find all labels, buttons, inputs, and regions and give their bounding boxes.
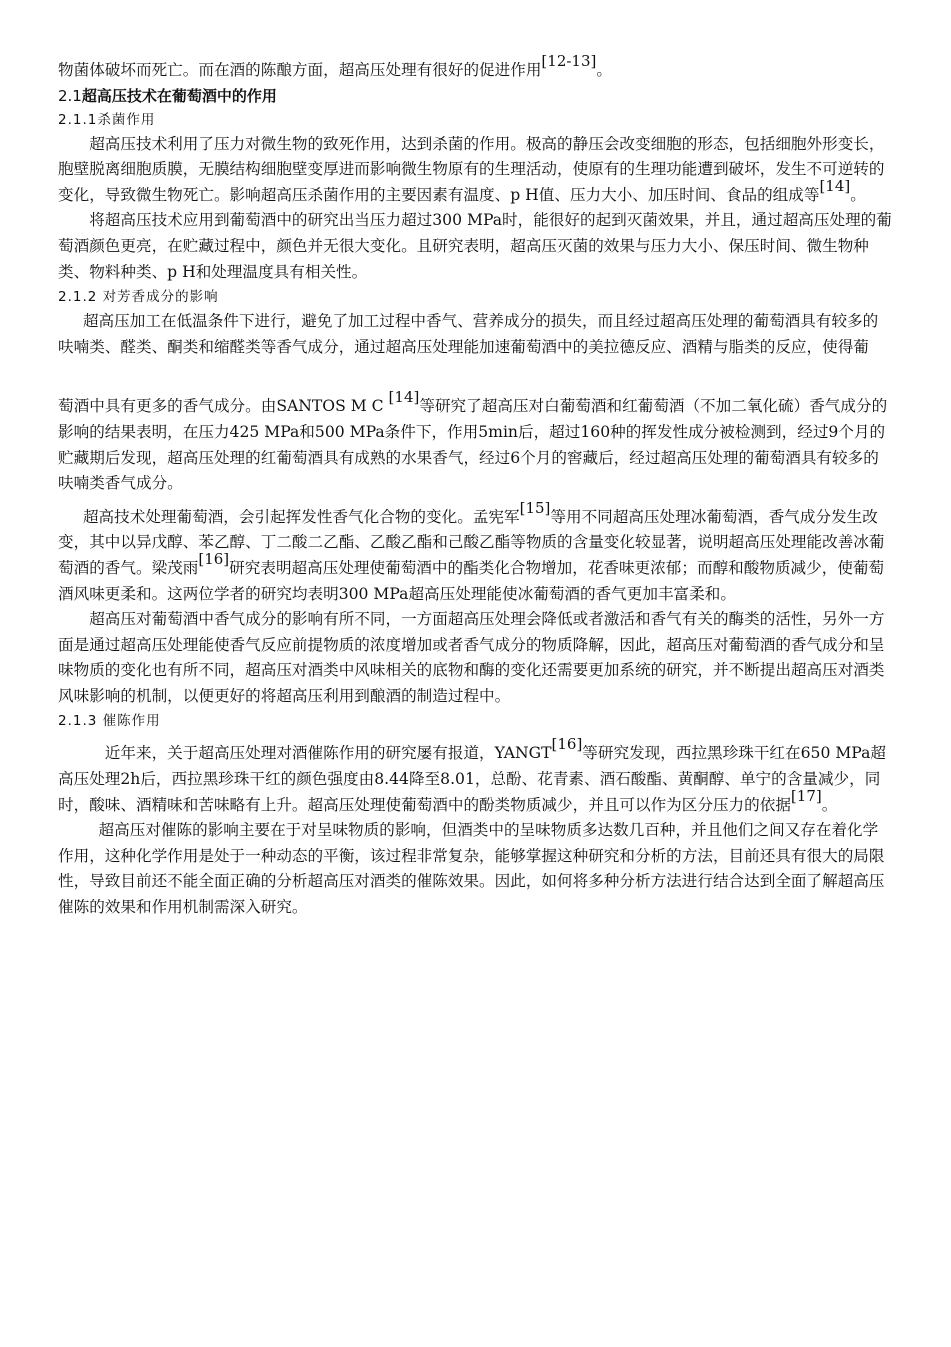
citation: [16] [198, 549, 230, 568]
paragraph-aroma-summary: 超高压对葡萄酒中香气成分的影响有所不同，一方面超高压处理会降低或者激活和香气有关的酶类的活性，另外一方面是通过超高压处理能使香气反应前提物质的浓度增加或者香气成分的物质降解，因此，超高压对葡萄酒的香气成分和呈味物质的变化也有所不同，超高压对酒类中风味相关的底物和酶的变化还需要更加系统的研究，并不断提出超高压对酒类风味影响的机制，以便更好的将超高压利用到酿酒的制造过程中。 [58, 610, 885, 705]
paragraph-wine-sterilization: 将超高压技术应用到葡萄酒中的研究出当压力超过300 MPa时，能很好的起到灭菌效果，并且，通过超高压处理的葡萄酒颜色更亮，在贮藏过程中，颜色并无很大变化。且研究表明，超高压灭菌的效果与压力大小、保压时间、微生物种类、物料种类、p H和处理温度具有相关性。 [58, 211, 892, 281]
paragraph-text: 物菌体破坏而死亡。而在酒的陈酿方面，超高压处理有很好的促进作用 [58, 61, 542, 79]
paragraph-text: 萄酒中具有更多的香气成分。由SANTOS M C [58, 397, 389, 416]
punctuation: 。 [596, 61, 612, 79]
paragraph-text: 等研究了超高压对白葡萄酒和红葡萄酒（不加二氧化硫）香气成分的影响的结果表明，在压力425 MPa和500 MPa条件下，作用5min后，超过160种的挥发性成分被检测到，经过9个月的贮藏期后发现，超高压处理的红葡萄酒具有成熟的水果香气，经过6个月的窖藏后，经过超高压处理的葡萄酒具有较多的呋喃类香气成分。 [58, 397, 888, 493]
section-title: 超高压技术在葡萄酒中的作用 [81, 86, 277, 105]
citation: [15] [519, 498, 551, 517]
paragraph-sterilization [58, 132, 892, 209]
citation: [17] [790, 786, 822, 805]
citation: [14] [819, 176, 851, 195]
punctuation: 。 [850, 185, 866, 204]
document-body [58, 52, 892, 921]
citation: [16] [551, 735, 583, 754]
paragraph-text: 等用不同超高压处理冰葡萄酒，香气成分发生改变，其中以异戊醇、苯乙醇、丁二酸二乙酯、乙酸乙酯和己酸乙酯等物质的含量变化较显著，说明超高压处理能改善冰葡萄酒的香气。梁茂雨 [58, 507, 885, 577]
paragraph-santos [58, 388, 892, 496]
subsection-heading-2-1-3: 2.1.3 催陈作用 [58, 713, 161, 730]
section-number: 2.1 [58, 86, 82, 105]
spacer [58, 497, 892, 505]
citation: [14] [388, 388, 420, 407]
paragraph-continuation [58, 52, 892, 84]
paragraph-aging-summary: 超高压对催陈的影响主要在于对呈味物质的影响，但酒类中的呈味物质多达数几百种，并且他们之间又存在着化学作用，这种化学作用是处于一种动态的平衡，该过程非常复杂，能够掌握这种研究和分析的方法，目前还具有很大的局限性，导致目前还不能全面正确的分析超高压对酒类的催陈效果。因此，如何将多种分析方法进行结合达到全面了解超高压催陈的效果和作用机制需深入研究。 [58, 821, 885, 917]
subsection-heading-2-1-2: 2.1.2 对芳香成分的影响 [58, 289, 219, 306]
punctuation: 。 [821, 795, 838, 814]
paragraph-volatile [58, 498, 892, 607]
paragraph-text: 研究表明超高压处理使葡萄酒中的酯类化合物增加，花香味更浓郁；而醇和酸物质减少，使葡萄酒风味更柔和。这两位学者的研究均表明300 MPa超高压处理能使冰葡萄酒的香气更加丰富柔和。 [58, 558, 885, 603]
paragraph-text: 超高压技术利用了压力对微生物的致死作用，达到杀菌的作用。极高的静压会改变细胞的形态，包括细胞外形变长，胞壁脱离细胞质膜，无膜结构细胞壁变厚进而影响微生物原有的生理活动，使原有的生理功能遭到破坏，发生不可逆转的变化，导致微生物死亡。影响超高压杀菌作用的主要因素有温度、p H值、压力大小、加压时间、食品的组成等 [58, 134, 885, 204]
paragraph-aroma: 超高压加工在低温条件下进行，避免了加工过程中香气、营养成分的损失，而且经过超高压处理的葡萄酒具有较多的呋喃类、醛类、酮类和缩醛类等香气成分，通过超高压处理能加速葡萄酒中的美拉德反应、酒精与脂类的反应，使得葡 [58, 312, 879, 356]
subsection-heading-2-1-1: 2.1.1杀菌作用 [58, 111, 156, 128]
paragraph-text: 等研究发现，西拉黑珍珠干红在650 MPa超高压处理2h后，西拉黑珍珠干红的颜色强度由8.44降至8.01，总酚、花青素、酒石酸酯、黄酮醇、单宁的含量减少，同时，酸味、酒精味和苦味略有上升。超高压处理使葡萄酒中的酚类物质减少，并且可以作为区分压力的依据 [58, 744, 886, 814]
paragraph-text: 超高技术处理葡萄酒，会引起挥发性香气化合物的变化。孟宪军 [82, 507, 520, 526]
paragraph-aging [58, 735, 892, 818]
paragraph-text: 近年来，关于超高压处理对酒催陈作用的研究屡有报道，YANGT [104, 744, 552, 763]
column-gap [58, 360, 892, 394]
section-heading-2-1 [58, 84, 892, 108]
spacer [58, 733, 892, 741]
citation: [12-13] [541, 52, 597, 70]
